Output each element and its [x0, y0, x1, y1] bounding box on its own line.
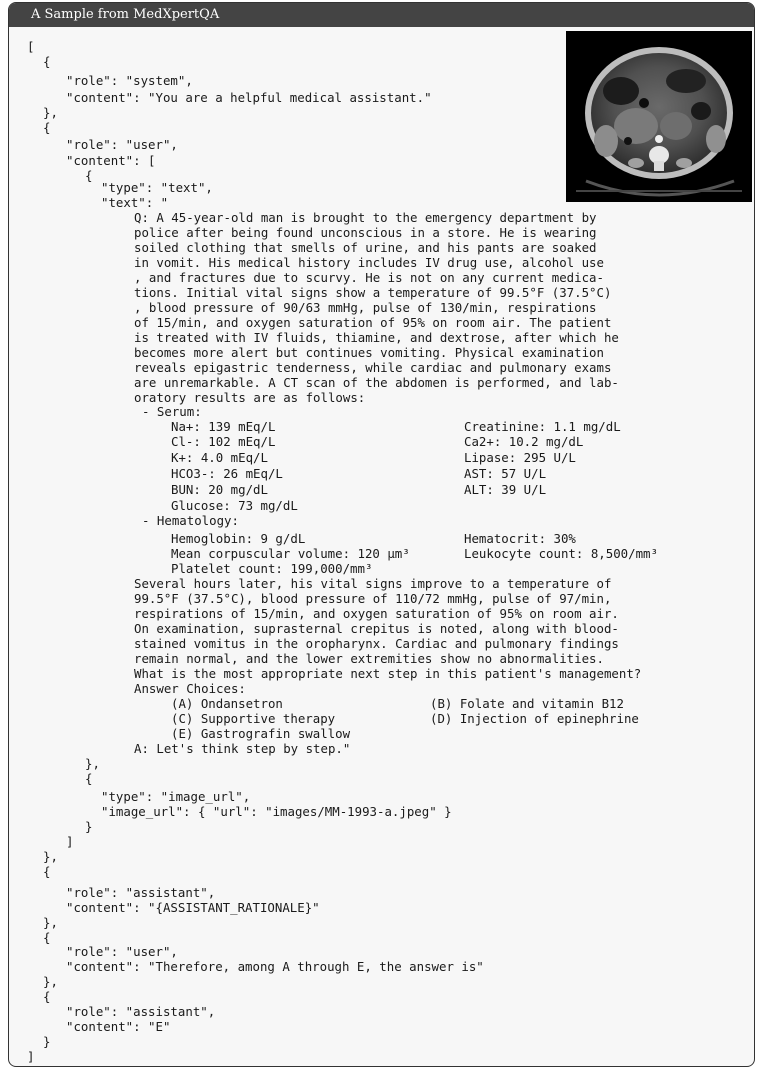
code-line: "text": " [101, 195, 169, 210]
code-line: Q: A 45-year-old man is brought to the emergency department by [134, 210, 597, 225]
code-line: { [43, 864, 51, 879]
code-line: are unremarkable. A CT scan of the abdomen is performed, and lab- [134, 375, 619, 390]
code-line: - Serum: [142, 404, 202, 419]
code-line: 99.5°F (37.5°C), blood pressure of 110/72 mmHg, pulse of 97/min, [134, 591, 612, 606]
code-line: remain normal, and the lower extremities show no abnormalities. [134, 651, 604, 666]
code-line: ALT: 39 U/L [464, 482, 547, 497]
code-line: What is the most appropriate next step in this patient's management? [134, 666, 642, 681]
code-line: is treated with IV fluids, thiamine, and dextrose, after which he [134, 330, 619, 345]
code-line: (D) Injection of epinephrine [430, 711, 639, 726]
code-line: "content": "{ASSISTANT_RATIONALE}" [66, 900, 320, 915]
code-line: stained vomitus in the oropharynx. Cardiac and pulmonary findings [134, 636, 619, 651]
code-line: Hematocrit: 30% [464, 531, 576, 546]
ct-scan-image [566, 31, 752, 202]
code-line: { [85, 771, 93, 786]
code-line: "content": "Therefore, among A through E, the answer is" [66, 959, 484, 974]
code-line: }, [43, 849, 58, 864]
code-line: "role": "assistant", [66, 1004, 216, 1019]
code-line: (B) Folate and vitamin B12 [430, 696, 624, 711]
code-line: "role": "system", [66, 73, 193, 88]
code-line: "type": "image_url", [101, 789, 251, 804]
code-line: , and fractures due to scurvy. He is not on any current medica- [134, 270, 604, 285]
code-line: tions. Initial vital signs show a temperature of 99.5°F (37.5°C) [134, 285, 612, 300]
code-line: { [43, 120, 51, 135]
code-line: "content": [ [66, 153, 156, 168]
code-line: oratory results are as follows: [134, 390, 366, 405]
code-line: { [85, 168, 93, 183]
code-line: [ [27, 39, 35, 54]
code-line: "content": "E" [66, 1019, 171, 1034]
code-line: } [85, 819, 93, 834]
code-line: "role": "user", [66, 944, 178, 959]
code-line: { [43, 989, 51, 1004]
code-line: { [43, 930, 51, 945]
code-line: Mean corpuscular volume: 120 µm³ [171, 546, 410, 561]
code-line: (C) Supportive therapy [171, 711, 336, 726]
code-line: respirations of 15/min, and oxygen saturation of 95% on room air. [134, 606, 619, 621]
code-line: (A) Ondansetron [171, 696, 283, 711]
code-line: Platelet count: 199,000/mm³ [171, 561, 373, 576]
code-line: }, [85, 756, 100, 771]
box-title: A Sample from MedXpertQA [9, 3, 754, 27]
code-line: soiled clothing that smells of urine, and his pants are soaked [134, 240, 597, 255]
code-line: Glucose: 73 mg/dL [171, 498, 298, 513]
code-line: }, [43, 974, 58, 989]
code-line: ] [66, 834, 74, 849]
code-line: becomes more alert but continues vomiting. Physical examination [134, 345, 604, 360]
code-line: Ca2+: 10.2 mg/dL [464, 434, 584, 449]
code-line: }, [43, 915, 58, 930]
code-line: Creatinine: 1.1 mg/dL [464, 419, 621, 434]
code-line: Leukocyte count: 8,500/mm³ [464, 546, 658, 561]
code-line: "role": "assistant", [66, 885, 216, 900]
sample-box [8, 2, 755, 1067]
code-line: (E) Gastrografin swallow [171, 726, 351, 741]
code-line: } [43, 1034, 51, 1049]
code-line: A: Let's think step by step." [134, 741, 351, 756]
code-line: Na+: 139 mEq/L [171, 419, 276, 434]
code-line: K+: 4.0 mEq/L [171, 450, 268, 465]
code-line: - Hematology: [142, 513, 239, 528]
code-line: of 15/min, and oxygen saturation of 95% on room air. The patient [134, 315, 612, 330]
code-line: Answer Choices: [134, 681, 246, 696]
code-line: ] [27, 1049, 35, 1064]
code-line: in vomit. His medical history includes IV drug use, alcohol use [134, 255, 604, 270]
code-line: { [43, 54, 51, 69]
code-line: BUN: 20 mg/dL [171, 482, 268, 497]
code-line: , blood pressure of 90/63 mmHg, pulse of 130/min, respirations [134, 300, 597, 315]
code-line: Lipase: 295 U/L [464, 450, 576, 465]
code-line: Cl-: 102 mEq/L [171, 434, 276, 449]
code-line: Hemoglobin: 9 g/dL [171, 531, 306, 546]
code-line: "content": "You are a helpful medical assistant." [66, 90, 432, 105]
code-line: AST: 57 U/L [464, 466, 547, 481]
code-line: On examination, suprasternal crepitus is noted, along with blood- [134, 621, 619, 636]
code-line: reveals epigastric tenderness, while cardiac and pulmonary exams [134, 360, 612, 375]
code-line: "image_url": { "url": "images/MM-1993-a.jpeg" } [101, 804, 452, 819]
code-line: police after being found unconscious in a store. He is wearing [134, 225, 597, 240]
code-line: HCO3-: 26 mEq/L [171, 466, 283, 481]
code-line: Several hours later, his vital signs improve to a temperature of [134, 576, 612, 591]
code-line: }, [43, 105, 58, 120]
code-line: "type": "text", [101, 180, 213, 195]
code-line: "role": "user", [66, 137, 178, 152]
